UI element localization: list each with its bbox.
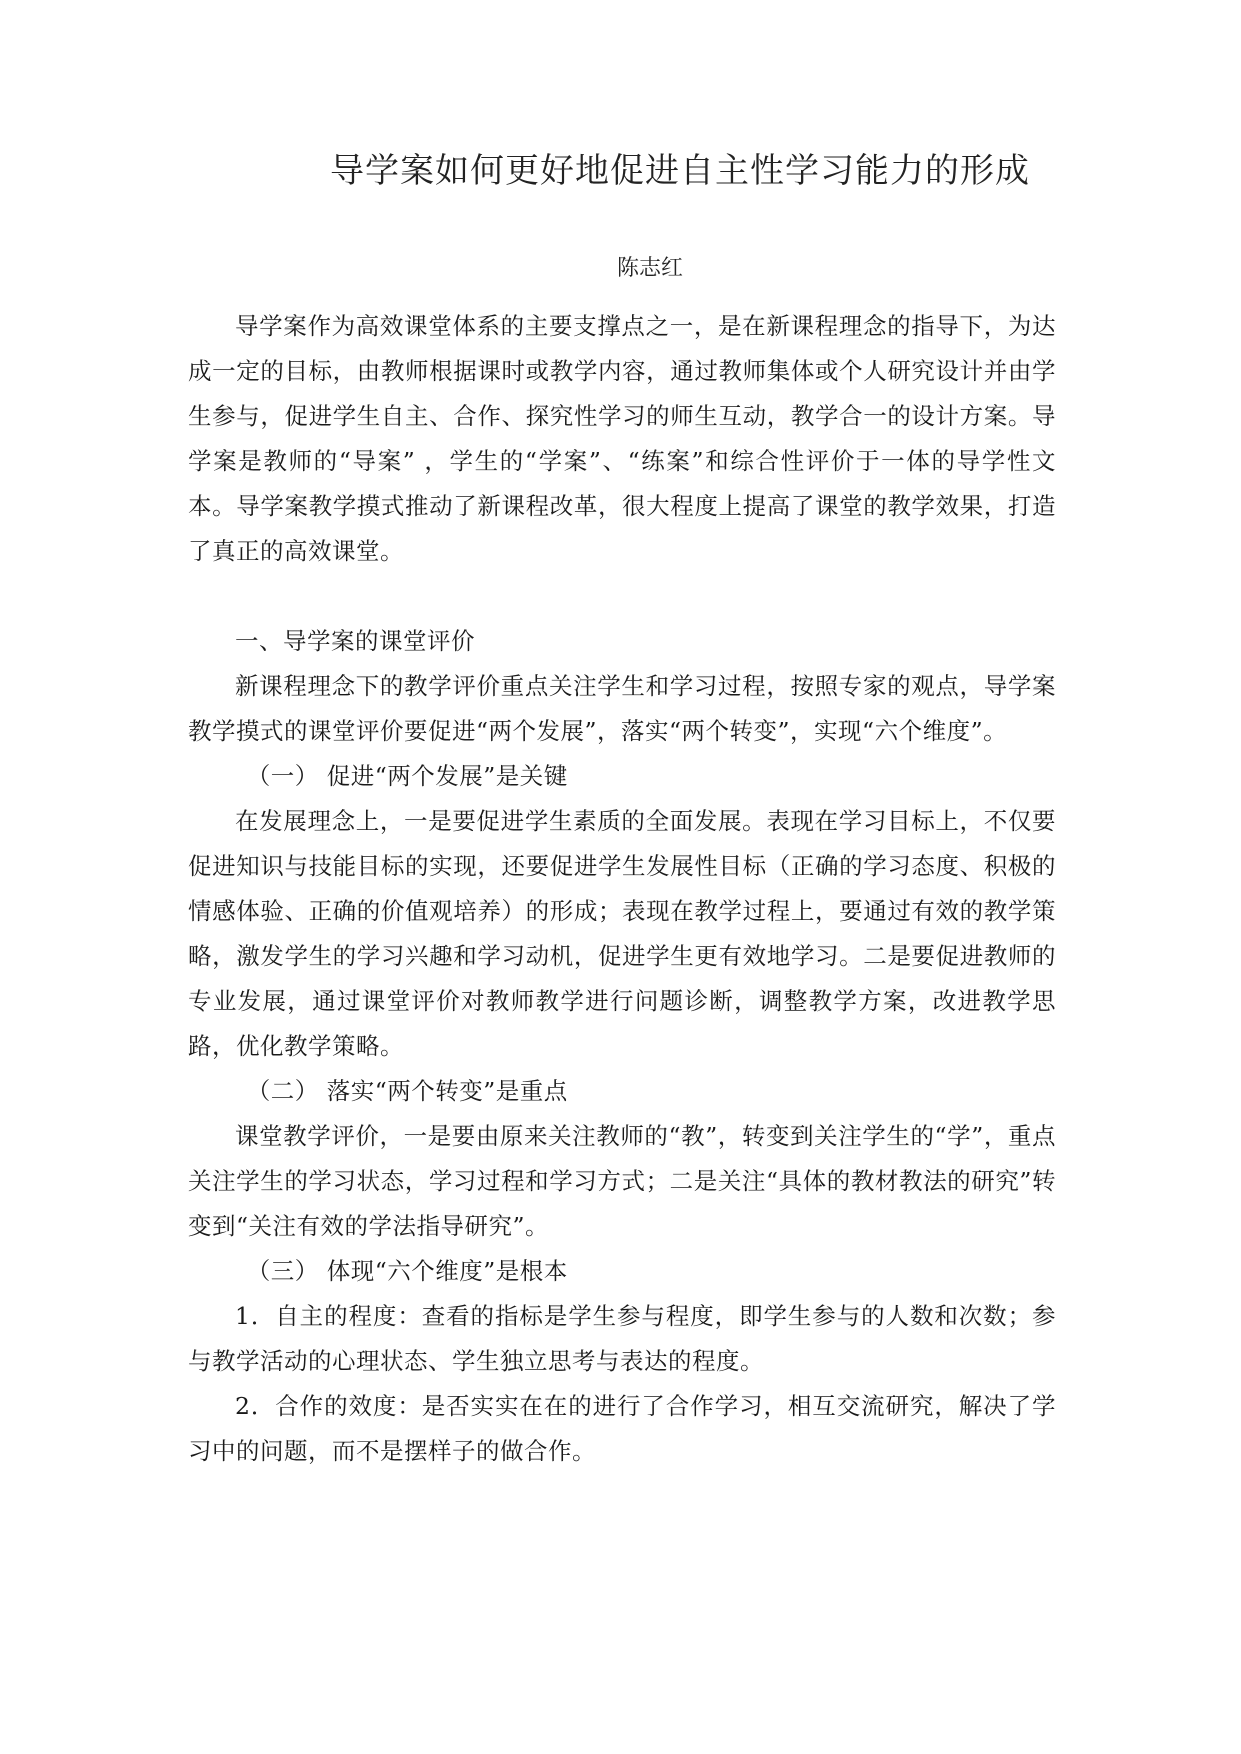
subsection-heading-1: （一） 促进“两个发展”是关键 [246, 762, 568, 790]
subsection-heading-2: （二） 落实“两个转变”是重点 [246, 1077, 568, 1105]
subsection-heading-3: （三） 体现“六个维度”是根本 [246, 1257, 568, 1285]
section-heading-1: 一、导学案的课堂评价 [235, 627, 475, 655]
list-item-2: 2．合作的效度：是否实实在在的进行了合作学习，相互交流研究，解决了学习中的问题，而不是摆样子的做合作。 [188, 1392, 1056, 1465]
document-author: 陈志红 [616, 256, 683, 281]
section-paragraph-1: 新课程理念下的教学评价重点关注学生和学习过程，按照专家的观点，导学案教学摸式的课堂评价要促进“两个发展”，落实“两个转变”，实现“六个维度”。 [188, 672, 1056, 745]
document-body [188, 304, 1056, 1474]
list-item-1: 1．自主的程度：查看的指标是学生参与程度，即学生参与的人数和次数；参与教学活动的心理状态、学生独立思考与表达的程度。 [188, 1302, 1056, 1375]
paragraph-gap [188, 574, 1056, 619]
intro-paragraph: 导学案作为高效课堂体系的主要支撑点之一，是在新课程理念的指导下，为达成一定的目标，由教师根据课时或教学内容，通过教师集体或个人研究设计并由学生参与，促进学生自主、合作、探究性学习的师生互动，教学合一的设计方案。导学案是教师的“导案” ，学生的“学案”、“练案”和综合性评价于一体的导学性文本。导学案教学摸式推动了新课程改革，很大程度上提高了课堂的教学效果，打造了真正的高效课堂。 [188, 312, 1056, 565]
subsection-paragraph-1: 在发展理念上，一是要促进学生素质的全面发展。表现在学习目标上，不仅要促进知识与技能目标的实现，还要促进学生发展性目标（正确的学习态度、积极的情感体验、正确的价值观培养）的形成；表现在教学过程上，要通过有效的教学策略，激发学生的学习兴趣和学习动机，促进学生更有效地学习。二是要促进教师的专业发展，通过课堂评价对教师教学进行问题诊断，调整教学方案，改进教学思路，优化教学策略。 [188, 807, 1056, 1060]
subsection-paragraph-2: 课堂教学评价，一是要由原来关注教师的“教”，转变到关注学生的“学”，重点关注学生的学习状态，学习过程和学习方式；二是关注“具体的教材教法的研究”转变到“关注有效的学法指导研究”。 [188, 1122, 1056, 1240]
document-title: 导学案如何更好地促进自主性学习能力的形成 [330, 151, 1030, 191]
